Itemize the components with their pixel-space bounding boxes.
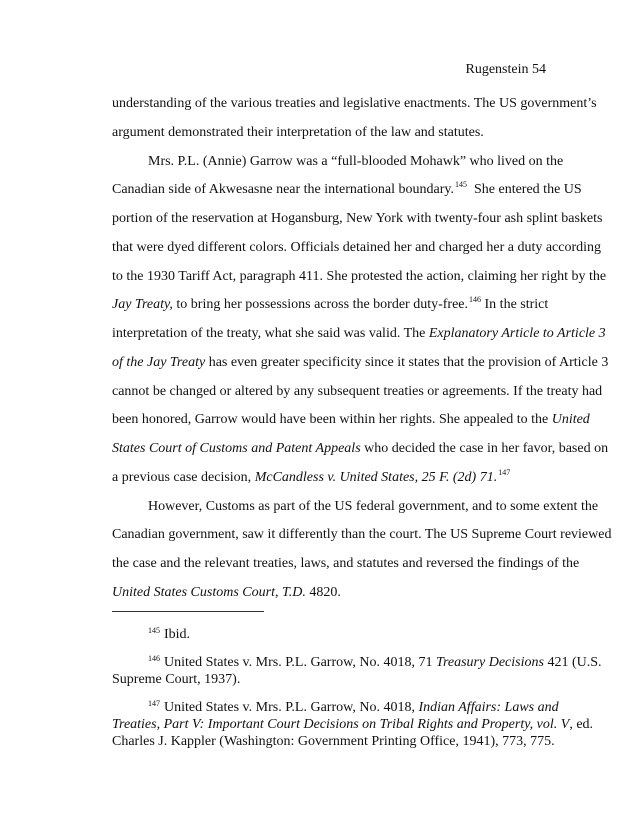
body-line: that were dyed different colors. Officials detained her and charged her a duty according <box>112 239 602 255</box>
body-text-run: been honored, Garrow would have been within her rights. She appealed to the <box>112 412 552 428</box>
body-line <box>112 435 609 464</box>
body-text-run: to bring her possessions across the border duty-free. <box>172 297 469 313</box>
body-text-run: She entered the US <box>466 182 582 198</box>
body-line: the case and the relevant treaties, laws, and statutes and reversed the findings of the <box>112 556 580 571</box>
italic-title: of the Jay Treaty <box>112 354 206 370</box>
body-line: Mrs. P.L. (Annie) Garrow was a “full-blooded Mohawk” who lived on the <box>148 153 564 169</box>
footnote-text: United States v. Mrs. P.L. Garrow, No. 4018, <box>164 700 419 715</box>
italic-title: McCandless v. United States, 25 F. (2d) 71. <box>254 469 498 485</box>
body-line: cannot be changed or altered by any subsequent treaties or agreements. If the treaty had <box>112 383 603 399</box>
footnote-separator <box>112 611 264 612</box>
italic-title: Indian Affairs: Laws and <box>418 700 559 715</box>
footnote-line <box>112 716 594 733</box>
italic-title: Treasury Decisions <box>435 655 544 670</box>
footnotes <box>112 614 602 750</box>
footnote-line <box>112 654 602 671</box>
body-text-run: In the strict <box>481 297 549 313</box>
footnote-line: Charles J. Kappler (Washington: Government Printing Office, 1941), 773, 775. <box>112 734 555 749</box>
footnote-number: 147 <box>148 699 160 708</box>
footnote-ref-147: 147 <box>498 467 511 477</box>
footnote-number: 145 <box>148 626 160 635</box>
body-line <box>112 579 548 608</box>
footnote-text: United States v. Mrs. P.L. Garrow, No. 4018, 71 <box>164 655 436 670</box>
running-head: Rugenstein 54 <box>465 62 546 77</box>
footnote-number: 146 <box>148 654 160 663</box>
italic-title: Jay Treaty, <box>112 297 173 313</box>
body-text <box>112 90 612 608</box>
body-text-run: Canadian side of Akwesasne near the international boundary. <box>112 182 454 198</box>
footnote-line <box>112 626 552 643</box>
body-text-run: 4820. <box>305 584 341 600</box>
footnote-text: , ed. <box>569 717 594 732</box>
body-line <box>112 406 590 435</box>
footnote-ref-146: 146 <box>469 295 482 305</box>
body-text-run: a previous case decision, <box>112 469 255 485</box>
body-text-run: who decided the case in her favor, based on <box>360 441 609 456</box>
italic-title: United <box>551 412 590 428</box>
body-line: to the 1930 Tariff Act, paragraph 411. She protested the action, claiming her right by the <box>112 268 607 284</box>
italic-title: Explanatory Article to Article 3 <box>428 326 606 341</box>
footnote-ref-145: 145 <box>454 180 467 190</box>
footnote-145 <box>112 626 552 643</box>
italic-title: United States Customs Court, T.D. <box>112 584 306 600</box>
footnote-text: Ibid. <box>164 627 191 642</box>
italic-title: Treaties, Part V: Important Court Decisions on Tribal Rights and Property, vol. V <box>112 717 570 732</box>
footnote-text: 421 (U.S. <box>543 655 602 670</box>
footnote-147 <box>112 699 594 750</box>
body-text-run: has even greater specificity since it states that the provision of Article 3 <box>205 354 609 370</box>
body-line <box>112 291 548 320</box>
body-line: portion of the reservation at Hogansburg, New York with twenty-four ash splint baskets <box>112 211 603 226</box>
body-line <box>112 464 548 493</box>
body-line: However, Customs as part of the US federal government, and to some extent the <box>148 498 599 514</box>
italic-title: States Court of Customs and Patent Appeals <box>112 441 361 456</box>
body-line: argument demonstrated their interpretation of the law and statutes. <box>112 124 484 140</box>
body-line <box>112 320 606 349</box>
footnote-line: Supreme Court, 1937). <box>112 672 241 687</box>
footnote-146 <box>112 654 602 688</box>
body-line: understanding of the various treaties and legislative enactments. The US government’s <box>112 96 597 111</box>
body-line <box>112 349 609 378</box>
footnote-line <box>112 699 559 716</box>
body-line <box>112 176 582 205</box>
body-text-run: interpretation of the treaty, what she said was valid. The <box>112 326 429 341</box>
body-line: Canadian government, saw it differently than the court. The US Supreme Court reviewed <box>112 527 612 543</box>
